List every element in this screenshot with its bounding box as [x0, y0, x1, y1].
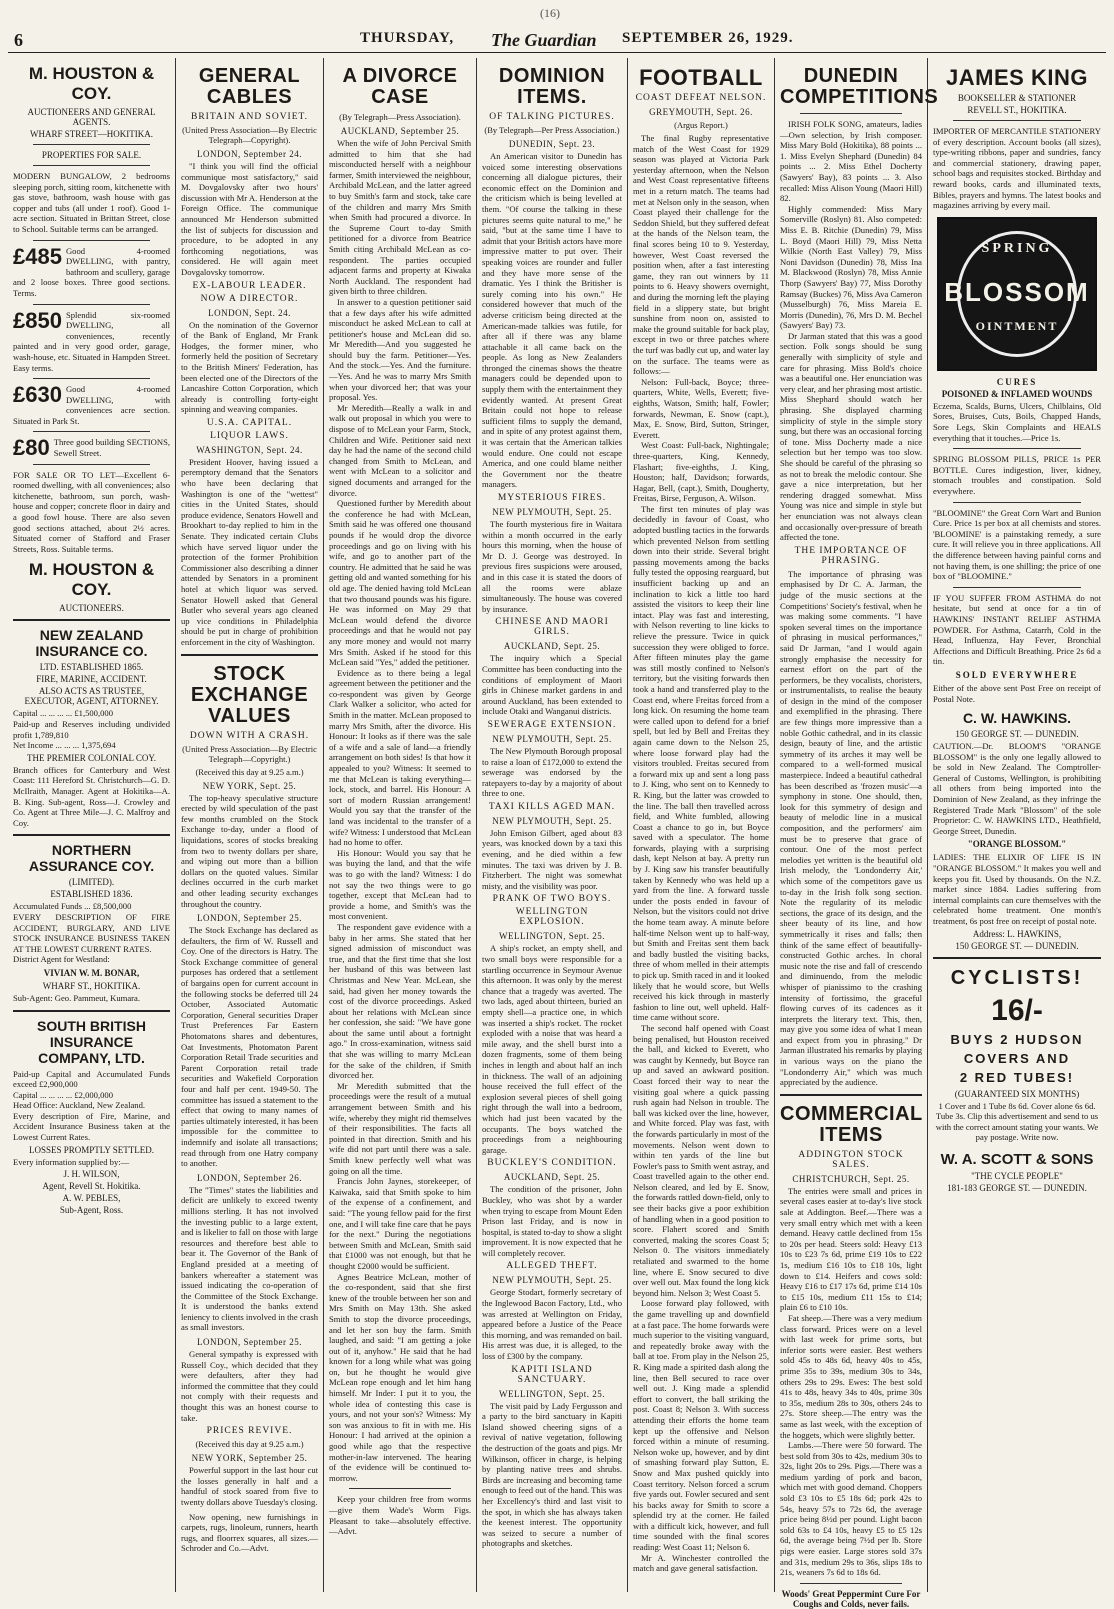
subheading: ALLEGED THEFT.	[506, 1261, 598, 1272]
article-paragraph: On the nomination of the Governor of the Bank of England, Mr Frank Hodges, the former miner, who formerly held the position of Secretary to the British Miners' Federation, has been elected one of the Directors of the Lancashire Cotton Corporation, which already is controlling forty-eight spinning and weaving companies.	[181, 319, 318, 415]
nz-insurance-established: LTD. ESTABLISHED 1865.	[39, 662, 144, 673]
dateline: NEW YORK, September 25.	[191, 1453, 308, 1464]
general-cables-credit: (United Press Association—By Electric Telegraph—Copyright).	[182, 125, 317, 145]
orange-blossom-label: "ORANGE BLOSSOM."	[967, 839, 1067, 850]
nz-insurance-branch: Branch offices for Canterbury and West Coast: 111 Hereford St. Christchurch—G. D. McIlraith, Manager. Agent at Hokitika—A. B. King. Sub-agent, Ross—J. Crowley and Co. Agent at Three Mile—J. C. Malfroy and Coy.	[13, 764, 170, 828]
property-2-price: £850	[13, 307, 62, 333]
column-7-advertisements	[928, 58, 1106, 1592]
article-paragraph: In answer to a question petitioner said that a few days after his wife admitted misconduct he asked McLean to call at petitioner's house and McLean did so. Mr Meredith—And you suggested he should buy the farm. Petitioner—Yes. And the stock.—Yes. And the furniture.—Yes. And he was to marry Mrs Smith when your divorced her; that was your proposal. Yes.	[329, 296, 471, 403]
dateline: CHRISTCHURCH, Sept. 25.	[792, 1173, 910, 1184]
dateline: NEW PLYMOUTH, Sept. 25.	[492, 733, 612, 744]
subheading: CHINESE AND MAORI GIRLS.	[495, 617, 609, 638]
property-4-text: Three good building SECTIONS, Sewell Street.	[53, 437, 170, 459]
article-paragraph: President Hoover, having issued a peremptory demand that the Senators who have been declaring that Washington is one of the "wettest" cities in the United States, should produce evidence, Senators Howell and Brookhart to-day replied to him in the Senate. They indicated certain Clubs which have served liquor under the protection of the former Prohibition Commissioner also describing a dinner attended by Senators in a prominent hotel at which liquor was served. Senator Howell asked that General Butler who several years ago cleaned up vice conditions in Philadelphia should be put in charge of prohibition enforcement in the city of Washington.	[181, 456, 318, 647]
page-stamp-number: (16)	[540, 6, 560, 20]
south-british-heading: SOUTH BRITISH INSURANCE COMPANY, LTD.	[37, 1017, 146, 1066]
dunedin-competitions-heading: DUNEDIN COMPETITIONS	[780, 65, 939, 108]
dateline: WELLINGTON, Sept. 25.	[498, 1388, 606, 1399]
houston-firm-name-2: M. HOUSTON & COY.	[28, 560, 155, 600]
nz-insurance-heading: NEW ZEALAND INSURANCE CO.	[35, 627, 148, 660]
scott-address: 181-183 GEORGE ST. — DUNEDIN.	[947, 1182, 1087, 1193]
south-british-agent-2: A. W. PEBLES,	[62, 1193, 121, 1204]
subheading: OF TALKING PICTURES.	[489, 112, 615, 122]
advertisement-note: Keep your children free from worms —give them Wade's Worm Figs. Pleasant to take—absolutely effective. —Advt.	[329, 1494, 471, 1537]
dominion-items-heading: DOMINION ITEMS.	[498, 65, 606, 108]
article-paragraph: Questioned further by Meredith about the conference he had with McLean, Smith said he was offered one thousand pounds if he would drop the divorce proceedings and go on living with his wife, and go to another part of the country. He admitted that he said he was getting old and wanted something for his old age. The denied having told McLean that two thousand pounds was his figure. He was informed on May 29 that McLean would defend the divorce proceedings and that he would not pay any more money and would not marry Mrs Smith. Asked if he stood for this McLean said "Yes," added the petitioner.	[329, 498, 471, 668]
subheading: COAST DEFEAT NELSON.	[635, 93, 767, 104]
masthead	[8, 28, 1106, 53]
south-british-losses: LOSSES PROMPTLY SETTLED.	[28, 1144, 155, 1155]
stock-exchange-heading: STOCK EXCHANGE VALUES	[190, 662, 309, 727]
article-paragraph: A ship's rocket, an empty shell, and two small boys were responsible for a startling occurrence in Seymour Avenue this afternoon. It was only by the merest chance that a tragedy was averted. The two lads, aged about thirteen, buried an empty shell—a practice one, in which was inserted a ship's rocket. The rocket exploded with a noise that was heard a mile away, and the shell burst into a dozen fragments, some of them being inches in length and about half an inch in thickness. The wall of an adjoining house received the full effect of the explosion several pieces of shell going right through the wall into a bedroom, which had just been vacated by the occupants. The boys watched the proceedings from a neighbouring garage.	[482, 943, 622, 1155]
dateline: NEW PLYMOUTH, Sept. 25.	[492, 815, 612, 826]
column-1-advertisements	[8, 58, 176, 1592]
article-paragraph: The fourth mysterious fire in Waitara within a month occurred in the early hours this morning, when the house of Mr D. J. George was destroyed. In previous fires suspicions were aroused, and in this case it is stated the doors of all the rooms were ablaze simultaneously. The house was covered by insurance.	[482, 519, 622, 614]
article-paragraph: Evidence as to there being a legal agreement between the petitioner and the co-respondent was given by George Clark Walker a solicitor, who acted for Smith in the matter. McLean proposed to marry Mrs Smith, after the divorce. His Honour: It looks as if there was the sale of a wife and a sale of land—a friendly arrangement on both sides! Is that how it appealed to you? Witness: It seemed to me that McLean is taking everything—lock, stock, and barrel. His Honour: A sort of modern Russian arrangement! Would you say that the transfer of the land was incidental to the transfer of a wife? Witness: I understood that McLean had no home to offer.	[329, 667, 471, 848]
general-cables-heading: GENERAL CABLES	[198, 65, 301, 108]
article-paragraph: Highly commended: Miss Mary Somerville (Roslyn) 81. Also competed: Miss E. B. Ritchie (Dunedin) 79, Miss L. Boyd (Maori Hill) 79, Miss Netta Wilkie (North East Valley) 79, Miss Noni Davidson (Dunedin) 78, Miss Ina M. Blackwood (Roslyn) 78, Miss Annie Thorp (Sawyers' Bay) 77, Miss Dorothy Ramsay (Buckes) 76, Miss Ava Cameron (Musselburgh) 76, Miss Mareia E. Morris (Dunedin), 76, Mrs D. M. Bechel (Sawyers' Bay) 73.	[780, 203, 922, 331]
property-3-price: £630	[13, 382, 62, 408]
south-british-desc: Every description of Fire, Marine, and Accident Insurance Business taken at the Lowest Current Rates.	[13, 1110, 170, 1143]
article-paragraph: When the wife of John Percival Smith admitted to him that she had misconducted herself with a neighbour farmer, Smith interviewed the neighbour, Archibald McLean, and the latter agreed to buy Smith's farm and stock, take care of the children and marry Mrs Smith when Smith had procured a divorce. In the Supreme Court to-day Smith petitioned for a divorce from Beatrice Smith citing Archibald McLean as co-respondent. The parties occupied adjacent farms and property at Kiwaka North Auckland. The respondent had given birth to three children.	[329, 138, 471, 297]
subheading: LIQUOR LAWS.	[210, 430, 289, 441]
tubes-line: 2 RED TUBES!	[959, 1069, 1075, 1085]
buys-line: BUYS 2 HUDSON	[950, 1031, 1084, 1047]
northern-assurance-subagent: Sub-Agent: Geo. Pammeut, Kumara.	[13, 992, 140, 1003]
hawkins-address-2: 150 GEORGE ST. — DUNEDIN.	[955, 940, 1079, 951]
logo-main-text: BLOSSOM	[944, 276, 1090, 307]
asthma-text: IF YOU SUFFER FROM ASTHMA do not hesitate, but send at once for a tin of HAWKINS' INSTANT RELIEF ASTHMA POWDER. For Asthma, Catarrh, Cold in the Head, Influenza, Hay Fever, Bronchial Affections and Difficult Breathing. Price 2s 6d a tin.	[933, 592, 1101, 667]
northern-assurance-desc: EVERY DESCRIPTION OF FIRE ACCIDENT, BURGLARY, AND LIVE STOCK INSURANCE BUSINESS TAKEN AT THE LOWEST CURRENT RATES.	[13, 911, 170, 954]
hawkins-address: 150 GEORGE ST. — DUNEDIN.	[955, 729, 1079, 740]
logo-top-text: SPRING	[981, 240, 1053, 256]
cyclists-text: 1 Cover and 1 Tube 8s 6d. Cover alone 6s 6d. Tube 3s. Clip this advertisement and send to us with the correct amount stating your wants. We pay postage. Write now.	[935, 1100, 1099, 1143]
south-british-capital: Capital ... ... ... ... £2,000,000	[13, 1089, 114, 1100]
houston-role-2: AUCTIONEERS.	[59, 603, 124, 614]
property-1	[13, 243, 170, 299]
property-bungalow: MODERN BUNGALOW, 2 bedrooms sleeping porch, sitting room, kitchenette with gas stove, bathroom, wash house with gas copper and tubs (all under 1 roof). Good 1-acre section. Situated in Brittan Street, close to School. Suitable terms can be arranged.	[13, 171, 170, 234]
james-king-sub: BOOKSELLER & STATIONER	[957, 93, 1077, 104]
northern-assurance-ltd: (LIMITED).	[68, 877, 115, 888]
dateline: AUCKLAND, Sept. 25.	[503, 641, 601, 652]
property-3-text: Good 4-roomed DWELLING, with conveniences acre section. Situated in Park St.	[13, 384, 170, 426]
masthead-date: SEPTEMBER 26, 1929.	[622, 30, 794, 46]
nz-insurance-income: Net Income ... ... ... 1,375,694	[13, 740, 116, 751]
article-paragraph: Mr Meredith submitted that the proceedings were the result of a mutual arrangement between Smith and his wife, whereby they might rid themselves of their responsibilities. The facts all pointed in that direction. Smith and his wife did not part until there was a sale. Smith knew perfectly well what was going on all the time.	[329, 1080, 471, 1176]
northern-assurance-heading: NORTHERN ASSURANCE COY.	[28, 842, 155, 875]
dateline: WELLINGTON, Sept. 25.	[498, 931, 606, 942]
article-paragraph: Nelson: Full-back, Boyce; three-quarters, White, Wells, Everett; five-eighths, Watson, Smith; half, Fowler; forwards, Newman, E. Snow (capt.), Max, E. Snow, Bird, Sutton, Stringer, Everett.	[633, 376, 769, 440]
advertisement-note: Now opening, new furnishings in carpets, rugs, linoleum, runners, hearth rugs, and floorrex squares, all sizes.—Schroder and Co.—Advt.	[181, 1511, 318, 1554]
caution-text: CAUTION.—Dr. BLOOM'S "ORANGE BLOSSOM" is the only one legally allowed to be sold in New Zealand. The Comptroller-General of Customs, Wellington, is prohibiting all others from being imported into the Dominion of New Zealand, as they infringe the Registered Trade Mark "Blossom" of the sole Proprietor: C. W. HAWKINS LTD., Heathfield, George Street, Dunedin.	[933, 741, 1101, 836]
column-6-competitions	[775, 58, 939, 1609]
article-paragraph: General sympathy is expressed with Russell Coy., which decided that they were defaulters, after they had informed the committee that they could not comply with their requests and thought this was an honest course to take.	[181, 1349, 318, 1423]
south-british-agent-1: J. H. WILSON,	[63, 1169, 120, 1180]
dateline: LONDON, September 26.	[197, 1172, 302, 1183]
houston-street: WHARF STREET—HOKITIKA.	[30, 129, 153, 139]
subheading: PRANK OF TWO BOYS.	[492, 894, 612, 905]
dateline: NEW YORK, Sept. 25.	[202, 780, 297, 791]
general-cables-sub: BRITAIN AND SOVIET.	[190, 112, 308, 122]
james-king-heading: JAMES KING	[946, 65, 1088, 90]
nz-insurance-kinds: FIRE, MARINE, ACCIDENT.	[36, 674, 147, 685]
post-free-text: Either of the above sent Post Free on receipt of Postal Note.	[933, 682, 1101, 704]
nz-insurance-reserves: Paid-up and Reserves including undivided profit 1,789,810	[13, 719, 170, 740]
houston-firm-name: M. HOUSTON & COY.	[28, 64, 155, 103]
column-4-dominion-items	[477, 58, 628, 1592]
houston-role: AUCTIONEERS AND GENERAL AGENTS.	[27, 107, 156, 127]
bloomine-text: "BLOOMINE" the Great Corn Wart and Bunion Cure. Price 1s per box at all chemists and stores. 'BLOOMINE' is a painstaking remedy, a sure cure. It will relieve you in three applications. All the difference between having painful corns and not having them, is one shilling; the price of one box of "BLOOMINE."	[933, 507, 1101, 582]
subheading: THE IMPORTANCE OF PHRASING.	[794, 545, 908, 566]
ointment-text: Eczema, Scalds, Burns, Ulcers, Chilblains, Old Sores, Bruises, Cuts, Boils, Chapped Hands, Sore Legs, Skin Complaints and HEALS everything that it touches.—Price 1s.	[933, 400, 1101, 443]
ladies-text: LADIES: THE ELIXIR OF LIFE IS IN "ORANGE BLOSSOM." It makes you well and keeps you fit. Used by thousands. On the N.Z. market since 1884. Ladies suffering from internal complaints can cure themselves with the celebrated home treatment. One month's treatment, 6s post free on receipt of postal note.	[933, 852, 1101, 926]
article-paragraph: The importance of phrasing was emphasised by Dr C. A. Jarman, the judge of the music sections at the Competitions' Society's festival, when he was making some comments. "I have spoken several times on the importance of phrasing in musical performances," said Dr Jarman, "and I would again strongly emphasise the necessity for earnest effort on the part of the performers, be they vocalists, choristers, or instrumentalists, to realise the beauty of design in the mind of the composer and exemplified in the phrasing. There are few things more impressive than a noble Gothic cathedral, and in its classic design, beauty of line, and the artistic symmetry of its arches it may well be compared to a well-formed musical masterpiece. Indeed a beautiful cathedral has been described as 'frozen music'—a symphony in stone. One should, then, look for this symmetry of design and beauty of melodic line in a musical composition, and the performers' aim must be to preserve that grace of contour. One of the most perfect melodies yet written is the beautiful old Irish melody, the 'Londonderry Air,' which some of the competitors gave us to-day in the Irish folk song section. Note the regularity of its melodic sections, the grace of its design, and the sheer beauty of its line, and how symmetrically it rises and falls; then think of the same effect of beautifully-constructed Gothic arches. In choral music note the rise and fall of crescendo and diminuendo, from the melodic whisper of pianissimo to the crashing intensity of fortissimo, the graceful flowing curves of its cadences as it interprets the literary text. This, then, may give you some idea of what I mean and expect from you in phrasing." Dr Jarman illustrated his remarks by playing in various ways on the piano the "Londonderry Air," which was much appreciated by the audience.	[780, 568, 923, 1088]
nz-insurance-also: ALSO ACTS AS TRUSTEE, EXECUTOR, AGENT, ATTORNEY.	[24, 686, 159, 707]
article-paragraph: The respondent gave evidence with a baby in her arms. She stated that her signed admission of misconduct was true, and that the first time that she lost her husband of this was between last Christmas and New Year. McLean, she said, had given her money towards the cost of the divorce proceedings. Asked about her relations with McLean since her confession, she said: "We have gone about the same until about a fortnight ago." In cross-examination, witness said that she was willing to marry McLean for the sake of the children, if Smith divorced her.	[329, 921, 471, 1081]
cures-sub: POISONED & INFLAMED WOUNDS	[941, 388, 1093, 399]
article-paragraph: The New Plymouth Borough proposal to raise a loan of £172,000 to extend the sewerage was endorsed by the ratepayers to-day by a majority of about three to one.	[482, 745, 622, 799]
column-3-divorce-case	[324, 58, 477, 1592]
james-king-address: REVELL ST., HOKITIKA.	[967, 105, 1067, 116]
woods-advertisement: Woods' Great Peppermint Cure For Coughs and Colds, never fails.	[781, 1588, 921, 1609]
pills-text: SPRING BLOSSOM PILLS, PRICE 1s PER BOTTLE. Cures indigestion, liver, kidney, stomach troubles and constipation. Sold everywhere.	[933, 454, 1101, 496]
article-paragraph: Fat sheep.—There was a very medium class forward. Prices were on a level with last week for prime sorts, but inferior sorts were easier. Best wethers sold 45s to 48s 6d, heavy 40s to 45s, prime 35s to 39s, medium 30s to 34s, others 29s to 29s. Ewes: The best sold 41s to 48s, heavy 34s to 40s, prime 30s to 35s, medium 28s to 30s, others 24s to 27s. Store sheep.—The entry was the same as last week, with the exception of the hoggets, which were slightly better.	[780, 1312, 922, 1440]
article-paragraph: The inquiry which a Special Committee has been conducting into the conditions of employment of Maori girls in Chinese market gardens in and around Auckland, has been extended to include Otaki and Wanganui districts.	[482, 653, 622, 717]
subheading: BUCKLEY'S CONDITION.	[487, 1158, 617, 1169]
subheading: PRICES REVIVE.	[206, 1426, 293, 1437]
dateline: NEW PLYMOUTH, Sept. 25.	[492, 1275, 612, 1286]
subheading: WELLINGTON EXPLOSION.	[515, 907, 589, 928]
credit: (By Telegraph—Per Press Association.)	[484, 125, 620, 135]
article-paragraph: Mr A. Winchester controlled the match and gave general satisfaction.	[633, 1552, 769, 1574]
football-heading: FOOTBALL	[639, 65, 763, 90]
dateline: DUNEDIN, Sept. 23.	[508, 139, 596, 149]
dateline: LONDON, September 25.	[197, 913, 302, 924]
article-paragraph: The Stock Exchange has declared as defaulters, the firm of W. Russell and Coy. One of the directors is Hatry. The Stock Exchange committee of general purposes has ordered that a settlement of bargains open for current account in the following stocks be deferred till 24 October, Associated Automatic Corporation, General securities Draper Trust Preferences Far Eastern Photomatons shares and debentures, Oat Investments, Photomaton Parent Corporation Retail Trade securities and Parent Corporation retail trade securities and Wakefield Corporation four and half per cent. 1949-50. The committee has issued a statement to the effect that owing to many names of parties ultimately interested, it has been impossible for the committee to indemnify and isolate all transactions; read through from one Hatry company to another.	[181, 925, 318, 1169]
property-4	[13, 435, 170, 461]
article-paragraph: Agnes Beatrice McLean, mother of the co-respondent, said that she first knew of the trouble between her son and Mrs Smith on May 13th. She asked Smith to stop the divorce proceedings, and let her son buy the farm. Smith laughed, and said: "I am getting a joke out of it, anyhow." He said that he had known for a long while what was going on, but he thought he would give McLean rope enough and let him hang himself. Mr Inder: I put it to you, the whole idea of contesting this case is yours, and not your son's? Witness: My son was anxious to fit in with me. His Honour: I had arrived at the opinion a good while ago that the respective mother-in-law intervened. The hearing of the evidence will be continued to-morrow.	[329, 1271, 471, 1483]
property-1-text: Good 4-roomed DWELLING, with pantry, bathroom and scullery, garage and 2 loose boxes. Three good sections. Terms.	[13, 245, 170, 298]
article-paragraph: Powerful support in the last hour cut the losses generally in half and a handful of stock soared from five to twenty dollars above Tuesday's closing.	[181, 1465, 318, 1507]
property-5: FOR SALE OR TO LET—Excellent 6-roomed dwelling, with all conveniences; also kitchenette, bathroom, sun porch, wash-house and copper; concrete floor in dairy and a good fowl house. There are also seven good sections attached, about 2½ acres. Situated corner of Stafford and Fraser Streets, Ross. Suitable terms.	[13, 469, 170, 554]
credit: (United Press Association—By Electric Telegraph—Copyright.)	[182, 743, 317, 764]
sold-everywhere: SOLD EVERYWHERE	[955, 669, 1079, 680]
column-5-football	[628, 58, 775, 1592]
article-paragraph: His Honour: Would you say that he was buying the land, and that the wife was to go with the land? Witness: I do not say the two things were to go together, except that McLean had to provide a home, and Smith's was the most convenient.	[329, 847, 471, 922]
james-king-text: IMPORTER OF MERCANTILE STATIONERY of every description. Account books (all sizes), type-writing ribbons, paper and sundries, fancy and commercial stationery, drawing paper, school bags and requisites stocked. Birthday and reward books, cards and illuminated texts, Bibles, prayers and hymns. The latest books and magazines arriving by every mail.	[933, 126, 1101, 211]
article-paragraph: Loose forward play followed, with the game travelling up and downfield at a fast pace. The home forwards were much superior to the visiting vanguard, and repeatedly broke away with the ball at toe. From play in the Nelson 25, R. King made a spirited dash along the line, then Bell secured to race over well out. J. King made a splendid effort to convert, the ball striking the post. Coast 8; Nelson 3. With success attending their efforts the home team kept up the offensive and Nelson forced within a minute of resuming. Nelson woke up, however, and by dint of smashing forward play Sutton, E. Snow and Max pushed quickly into Coast territory. Nelson forced a scrum five yards out. Fowler secured and sent his backs away for Smith to score a splendid try at the corner. He failed with a difficult kick, however, and full time sounded with the final scores reading: West Coast 11; Nelson 6.	[633, 1298, 769, 1553]
columns	[8, 58, 1106, 1609]
northern-assurance-funds: Accumulated Funds ... £8,500,000	[13, 901, 132, 912]
received-note: (Received this day at 9.25 a.m.)	[195, 1439, 304, 1450]
credit: (Argus Report.)	[674, 120, 728, 131]
south-british-agent-2-addr: Sub-Agent, Ross.	[59, 1205, 124, 1216]
dateline: NEW PLYMOUTH, Sept. 25.	[492, 507, 612, 517]
article-paragraph: An American visitor to Dunedin has voiced some interesting observations concerning all dialogue pictures, their economic effect on the Dominion and the criticism which is being levelled at them. "Of course the talking in these pictures seems quite natural to me," he said, "but at the same time I have to admit that your British actors have more impressive matter to put over. Their speaking voices are rounder and fuller and they have more sense of the dramatic. Yes I think the Britisher is surely coming into his own." He considered however that much of the adverse criticism being directed at the American-made talkies was futile, for after all if there was any blame attachable it all came back on the people. As long as New Zealanders thronged the cinemas shows the theatre managers could be depended upon to supply them with the entertainment they evidently wanted. At present Great Britain could not hope to release sufficient films to supply the demand, and in spite of any protest against them, it was certain that the American talkies would endure. One could not escape America, and one could blame neither the Government nor the theatre managers.	[482, 151, 622, 490]
commercial-items-heading: COMMERCIAL ITEMS	[780, 1102, 923, 1146]
page-number: 6	[14, 30, 24, 50]
spring-blossom-ointment-logo	[937, 217, 1097, 371]
subheading: TAXI KILLS AGED MAN.	[488, 801, 616, 812]
nz-insurance-colonial: THE PREMIER COLONIAL COY.	[26, 752, 156, 763]
property-2-text: Splendid six-roomed DWELLING, all conveniences, recently painted and in very good order, garage, wash-house, etc. Situated in Hampden Street. Easy terms.	[13, 309, 170, 373]
divorce-case-heading: A DIVORCE CASE	[342, 65, 458, 108]
credit: (By Telegraph—Press Association).	[339, 112, 461, 122]
article-paragraph: IRISH FOLK SONG, amateurs, ladies—Own selection, by Irish composer. Miss Mary Bold (Hokitika), 88 points ... 1. Miss Evelyn Shephard (Dunedin) 84 points ... 2. Miss Ethel Docherty (Sawyers' Bay), 83 points ... 3. Also recalled: Miss Alison Young (Maori Hill) 82.	[780, 119, 922, 204]
cures-label: CURES	[996, 376, 1038, 387]
south-british-info: Every information supplied by:—	[13, 1156, 130, 1167]
dateline: WASHINGTON, Sept. 24.	[196, 444, 303, 455]
subheading: MYSTERIOUS FIRES.	[497, 493, 607, 503]
article-paragraph: The final Rugby representative match of the West Coast for 1929 season was played at Victoria Park yesterday afternoon, when the Nelson and West Coast representative fifteens met in a return match. The teams had met at Nelson only in the season, when Coast played their challenge for the Seddon Shield, but they suffered defeat at the hands of the Nelson team, the final scores being 10 to 9. Yesterday, however, West Coast reversed the position when, after a fast interesting game, they ran out winners by 11 points to 6. Heavy showers overnight, and during the morning left the playing field in a slippery state, but bright sunshine from noon on, assisted to make the ground suitable for back play, except in two or three patches where the turf was badly cut up, and water lay on the surface. The teams were as follows:—	[633, 133, 769, 377]
scott-heading: W. A. SCOTT & SONS	[940, 1150, 1094, 1168]
tyre-price: 16/-	[991, 993, 1043, 1027]
dateline: LONDON, Sept. 24.	[208, 307, 291, 318]
article-paragraph: Dr Jarman stated that this was a good section. Folk songs should be sung generally with simplicity of style and care for phrasing. Miss Bold's choice was a beautiful one. Her enunciation was very clear, and her phrasing most artistic. Miss Shephard should watch her phrasing. She displayed charming simplicity of style in the simple story sung, but there was an occasional forcing of tone. Miss Docherty made a nice selection but her tempo was too slow. She should be careful of the phrasing so as not to break the melodic contour. She gave a nice interpretation, but her rendering dragged somewhat. Miss Young was nice and simple in style but her enunciation was not always clean and occasionally over-pressure of breath affected the tone.	[780, 330, 922, 543]
logo-bottom-text: OINTMENT	[975, 318, 1059, 333]
received-note: (Received this day at 9.25 a.m.)	[195, 766, 304, 777]
article-paragraph: John Emison Gilbert, aged about 83 years, was knocked down by a taxi this evening, and he died within a few minutes. The taxi was driven by J. B. Fitzherbert. The night was somewhat misty, and the visibility was poor.	[482, 827, 622, 891]
south-british-office: Head Office: Auckland, New Zealand.	[13, 1100, 146, 1111]
article-paragraph: The "Times" states the liabilities and deficit are unlikely to exceed twenty millions sterling. It has not involved the investing public to a large extent, and is likelier to fall on those with large resources and therefore best able to bear it. The Governor of the Bank of England presided at a meeting of bankers whereafter a statement was issued indicating the co-operation of the Committee of the Stock Exchange. It is understood the banks extend leniency to clients involved in the crash as small investors.	[181, 1184, 318, 1333]
article-paragraph: Mr Meredith—Really a walk in and walk out proposal in which you were to dispose of to McLean your Farm, Stock, Children and Wife. Petitioner said next day he had the name of the second child changed from Smith to McLean, and went with McLean to a solicitor and signed documents and arranged for the divorce.	[329, 402, 471, 498]
subheading: NOW A DIRECTOR.	[200, 293, 299, 304]
nz-insurance-capital: Capital ... ... ... ... £1,500,000	[13, 708, 114, 719]
guarantee: (GUARANTEED SIX MONTHS)	[954, 1088, 1080, 1099]
masthead-day: THURSDAY,	[360, 30, 455, 46]
article-paragraph: "I think you will find the official communique most satisfactory," said M. Dovgalovsky after two hours' discussion with Mr A. Henderson at the Foreign Office. The communique announced Mr Henderson submitted the list of subjects for discussion and procedure, to be adopted in any forthcoming negotiations, was considered. He will again meet Dovgalovsky tomorrow.	[181, 161, 318, 277]
dateline: LONDON, September 24.	[197, 149, 302, 159]
article-paragraph: George Stodart, formerly secretary of the Inglewood Bacon Factory, Ltd., who was arrested at Wellington on Friday, appeared before a Justice of the Peace this morning, and was remanded on bail. His arrest was due, it is alleged, to the loss of £300 by the company.	[482, 1287, 622, 1362]
subheading: DOWN WITH A CRASH.	[189, 730, 310, 741]
northern-assurance-district: District Agent for Westland:	[13, 954, 110, 965]
article-paragraph: The top-heavy speculative structure erected by wild speculation of the past few months crumbled on the Stock Exchange to-day, under a flood of liquidations, scores of stocks breaking from two to twenty dollars per share, and wiping out more than a billion dollars on the quoted values. Similar declines occurred in the curb market and other leading security exchanges throughout the country.	[181, 792, 318, 909]
subheading: U.S.A. CAPITAL.	[206, 417, 293, 428]
article-paragraph: The second half opened with Coast being penalised, but Houston received the ball, and kicked to Everett, who was caught by Kennedy, but Boyce ran up and saved an awkward position. Coast forced their way to near the visiting goal where a quick passing rush again had Nelson in trouble. The ball was kicked over the line, however, and White forced. Play was fast, with the forwards particularly in most of the movements. Nelson went down to within ten yards of the line but Fowler's pass to Smith went astray, and Coast travelled again to the other end. Nelson cleared, and led by E. Snow, the forwards rattled down-field, only to see their backs give a poor exhibition of handling when in a good position to score. Flahert scored and Smith converted, making the scores Coast 5; Nelson 0. The visitors immediately retaliated and swarmed to the home line, where E. Snow secured to dive over well out. Max found the long kick beyond him. Nelson 3; West Coast 5.	[633, 1022, 769, 1298]
dateline: GREYMOUTH, Sept. 26.	[649, 107, 753, 118]
property-1-price: £485	[13, 243, 62, 269]
hawkins-address-label: Address: L. HAWKINS,	[972, 928, 1062, 939]
south-british-agent-1-addr: Agent, Revell St. Hokitika.	[42, 1181, 141, 1192]
property-4-price: £80	[13, 435, 50, 461]
northern-assurance-agent: VIVIAN W. M. BONAR,	[43, 967, 140, 978]
dateline: AUCKLAND, Sept. 25.	[503, 1172, 601, 1183]
subheading: EX-LABOUR LEADER.	[192, 280, 307, 291]
column-2-general-cables	[176, 58, 324, 1592]
subheading: ADDINGTON STOCK SALES.	[798, 1149, 904, 1170]
subheading: SEWERAGE EXTENSION.	[487, 719, 617, 730]
dateline: AUCKLAND, September 25.	[340, 126, 460, 136]
properties-heading: PROPERTIES FOR SALE.	[41, 150, 142, 160]
masthead-paper-title: The Guardian	[491, 30, 597, 50]
scott-sub: "THE CYCLE PEOPLE"	[971, 1170, 1063, 1181]
article-paragraph: The condition of the prisoner, John Buckley, who was shot by a warder when trying to escape from Mount Eden Prison last Friday, and is now in hospital, is stated to-day to show a slight improvement. It is now expected that he will completely recover.	[482, 1184, 622, 1258]
property-2	[13, 307, 170, 374]
article-paragraph: West Coast: Full-back, Nightingale; three-quarters, King, Kennedy, Flashart; five-eighths, J. King, Houston; half, Davidson; forwards, Hagar, Bell, (capt.), Smith, Dougherty, Freitas, Birse, Ferguson, A. Wilson.	[633, 440, 769, 504]
northern-assurance-address: WHARF ST., HOKITIKA.	[42, 980, 141, 991]
covers-line: COVERS AND	[963, 1050, 1071, 1066]
article-paragraph: The visit paid by Lady Fergusson and a party to the bird sanctuary in Kapiti Island showed cheering signs of a revival of native vegetation, following the destruction of the goats and pigs. Mr Wilkinson, officer in charge, is helping by planting native trees and shrubs. Birds are increasing and becoming tame enough to feed out of the hand. This was her Excellency's third and last visit to the spot, in which she has always taken the keenest interest. The opportunity was seized to secure a number of photographs and sketches.	[482, 1400, 622, 1549]
article-paragraph: Francis John Jaynes, storekeeper, of Kaiwaka, said that Smith spoke to him of the expense of a confinement, and said: "The young fellow paid for the first one, and I will take fine care that he pays for the next." During the negotiations between Smith and McLean, Smith said that £1000 was not enough, but that he thought £2000 would be sufficient.	[329, 1176, 471, 1271]
property-3	[13, 384, 170, 426]
dateline: LONDON, September 25.	[197, 1337, 302, 1348]
hawkins-name: C. W. HAWKINS.	[962, 710, 1072, 727]
article-paragraph: The first ten minutes of play was decidedly in favour of Coast, who adopted bustling tactics in the forwards which prevented Nelson from settling down into their stride. Several bright passing movements among the backs fully tested the opposing rearguard, but insufficient backing up and an inclination to kick a little too hard assisted the visitors to keep their line intact. Play was fast and interesting, with Nelson reverting to line kicks to relieve the pressure. Twice in quick succession they were obliged to force. After fifteen minutes play the game was still mostly confined to Nelson's territory, but the visiting forwards then took a hand and transferred play to the Coast end, where Freitas forced from a long kick. On resuming the home team were called upon to defend for a brief spell, but led by Bell and Freitas they again came down to the Nelson 25, where loose forward play had the visitors troubled. Freitas secured from a forward mix up and sent a long pass to J. King, who sent on to Kennedy to R. King, but the latter was crowded to the line. The ball then travelled across field, and White fumbled, allowing Coast a chance to go in, but Boyce saved with a speculator. The home forwards, playing with a surprising dash, kept Nelson at bay. A pretty run by J. King saw his transfer beautifully taken by Kennedy who was held up a yard from the line. A forward tussle under the posts ended in favour of Nelson, but the visitors could not drive the home team away. A minute before half-time Nelson went up to half-way, but Smith and Freitas sent them back and badly bustled the visiting backs, three of whom melled in their attempts to pick up. Smith raced in and it looked likely that he would score, but Wells received his kick through in masterly fashion to line out, well upheld. Half-time came without score.	[633, 503, 769, 1023]
cyclists-heading: CYCLISTS!	[950, 966, 1084, 989]
subheading: KAPITI ISLAND SANCTUARY.	[511, 1364, 593, 1385]
article-paragraph: Lambs.—There were 50 forward. The best sold from 30s to 42s, medium 30s to 32s, light 20s to 29s. Pigs.—There was a medium yarding of pork and bacon, which met with good demand. Choppers sold £3 10s to £5 18s 6d; pork 42s to 54s, heavy 57s to 72s 6d, the average price being 8½d per pound. Light bacon sold 63s to £4 10s, heavy £5 to £5 12s 6d, the average being 7½d per lb. Store pigs were easier. Large stores sold 37s and 31s, medium 29s to 36s, slips 18s to 21s, weaners 7s 6d to 18s 6d.	[780, 1440, 922, 1578]
south-british-paid: Paid-up Capital and Accumulated Funds exceed £2,900,000	[13, 1068, 170, 1090]
article-paragraph: The entries were small and prices in several cases easier at to-day's live stock sale at Addington. Beef.—There was a very small entry which met with a keen demand. Heavy cattle declined from 15s to 20s per head. Steers sold: Heavy £13 10s to £23 7s 6d, prime £19 10s to £22 1s, medium £16 10s to £18 10s, light down to £14. Heifers and cows sold: Heavy £16 to £17 17s 6d, prime £14 10s to £15 10s, medium £11 15s to £14; plain £6 to £10 10s.	[780, 1185, 922, 1313]
northern-assurance-established: ESTABLISHED 1836.	[50, 889, 133, 900]
